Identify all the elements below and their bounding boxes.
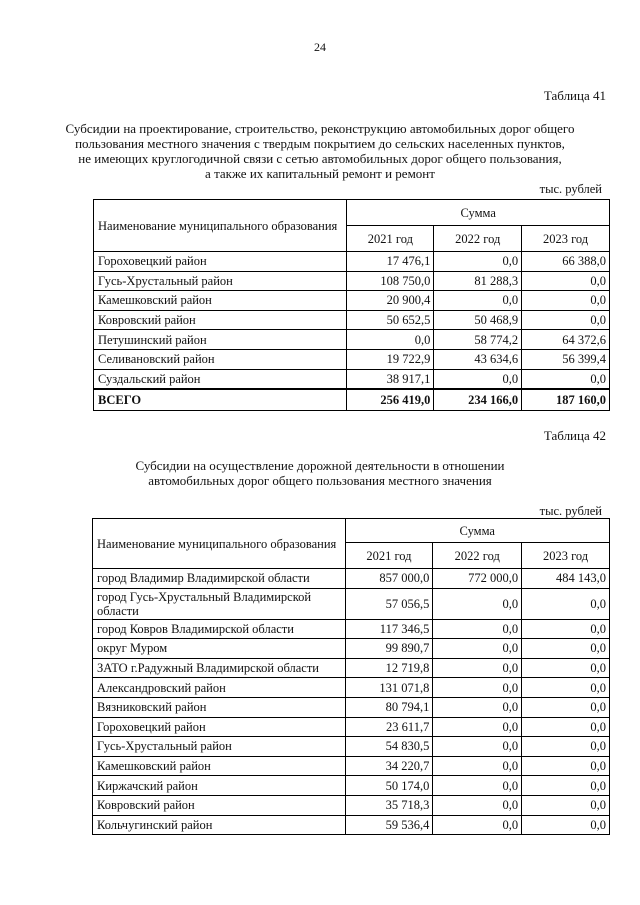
- table-row: [93, 737, 610, 757]
- row-value: 0,0: [347, 330, 434, 350]
- row-value: 43 634,6: [434, 349, 522, 369]
- row-value: 0,0: [522, 310, 610, 330]
- table42-header-name: Наименование муниципального образования: [93, 519, 346, 569]
- table-row: [93, 717, 610, 737]
- table41-title-line: пользования местного значения с твердым покрытием до сельских населенных пунктов,: [75, 136, 565, 151]
- row-value: 64 372,6: [522, 330, 610, 350]
- row-value: 59 536,4: [345, 815, 433, 835]
- table-row: [93, 588, 610, 619]
- row-value: 0,0: [433, 815, 522, 835]
- row-value: 0,0: [522, 639, 610, 659]
- row-value: 35 718,3: [345, 795, 433, 815]
- table42: [92, 518, 610, 835]
- row-value: 0,0: [522, 658, 610, 678]
- table-row: [93, 678, 610, 698]
- row-value: 0,0: [522, 776, 610, 796]
- row-name: город Ковров Владимирской области: [93, 619, 346, 639]
- row-value: 0,0: [522, 717, 610, 737]
- row-name: Ковровский район: [93, 795, 346, 815]
- row-value: 0,0: [522, 737, 610, 757]
- table-row: [94, 271, 610, 291]
- table-row: [93, 619, 610, 639]
- total-label: ВСЕГО: [94, 389, 347, 411]
- table-row: [93, 815, 610, 835]
- row-value: 19 722,9: [347, 349, 434, 369]
- row-value: 50 652,5: [347, 310, 434, 330]
- row-name: Суздальский район: [94, 369, 347, 389]
- table-row: [94, 291, 610, 311]
- table42-label: Таблица 42: [543, 428, 606, 443]
- row-value: 0,0: [522, 271, 610, 291]
- table41-title: [60, 121, 580, 181]
- page-number: 24: [314, 40, 326, 54]
- row-value: 66 388,0: [522, 252, 610, 272]
- row-value: 58 774,2: [434, 330, 522, 350]
- row-value: 0,0: [433, 776, 522, 796]
- row-value: 0,0: [522, 291, 610, 311]
- table42-title-line: Субсидии на осуществление дорожной деятельности в отношении: [135, 458, 505, 473]
- row-name: Александровский район: [93, 678, 346, 698]
- row-value: 484 143,0: [522, 569, 610, 589]
- row-value: 0,0: [522, 619, 610, 639]
- row-value: 0,0: [522, 815, 610, 835]
- row-value: 0,0: [522, 369, 610, 389]
- row-name-line: город Гусь-Хрустальный Владимирской: [97, 589, 312, 604]
- table-row: [94, 369, 610, 389]
- row-value: 0,0: [433, 756, 522, 776]
- row-value: 80 794,1: [345, 697, 433, 717]
- row-value: 857 000,0: [345, 569, 433, 589]
- row-name: [93, 588, 346, 619]
- table41-header-year: 2022 год: [434, 226, 522, 252]
- table42-header-year: 2021 год: [345, 543, 433, 569]
- table42-header-year: 2022 год: [433, 543, 522, 569]
- row-value: 0,0: [433, 795, 522, 815]
- table42-units: тыс. рублей: [539, 504, 602, 518]
- table41-title-line: а также их капитальный ремонт и ремонт: [205, 166, 435, 181]
- table42-header-sum: Сумма: [345, 519, 610, 543]
- total-value: 187 160,0: [522, 389, 610, 411]
- table42-header-year: 2023 год: [522, 543, 610, 569]
- row-value: 0,0: [433, 717, 522, 737]
- row-value: 0,0: [522, 588, 610, 619]
- row-name: Кольчугинский район: [93, 815, 346, 835]
- row-value: 772 000,0: [433, 569, 522, 589]
- table-row: [93, 756, 610, 776]
- row-value: 0,0: [522, 756, 610, 776]
- row-value: 12 719,8: [345, 658, 433, 678]
- row-name: округ Муром: [93, 639, 346, 659]
- row-value: 0,0: [434, 252, 522, 272]
- row-value: 81 288,3: [434, 271, 522, 291]
- table-row: [93, 569, 610, 589]
- table42-title-line: автомобильных дорог общего пользования местного значения: [148, 473, 492, 488]
- table-row: [94, 252, 610, 272]
- row-value: 117 346,5: [345, 619, 433, 639]
- row-name: Камешковский район: [94, 291, 347, 311]
- table41: [93, 199, 610, 411]
- row-value: 0,0: [433, 658, 522, 678]
- table-row: [93, 658, 610, 678]
- table41-title-line: Субсидии на проектирование, строительство, реконструкцию автомобильных дорог общего: [65, 121, 575, 136]
- total-value: 234 166,0: [434, 389, 522, 411]
- table-row: [93, 795, 610, 815]
- table41-units: тыс. рублей: [539, 182, 602, 196]
- row-value: 0,0: [522, 678, 610, 698]
- row-name-line: области: [97, 603, 139, 618]
- row-name: Гусь-Хрустальный район: [94, 271, 347, 291]
- row-value: 20 900,4: [347, 291, 434, 311]
- row-value: 0,0: [522, 795, 610, 815]
- table-row: [93, 639, 610, 659]
- row-value: 0,0: [433, 678, 522, 698]
- row-value: 99 890,7: [345, 639, 433, 659]
- row-value: 0,0: [522, 697, 610, 717]
- row-name: Гусь-Хрустальный район: [93, 737, 346, 757]
- row-value: 108 750,0: [347, 271, 434, 291]
- row-name: ЗАТО г.Радужный Владимирской области: [93, 658, 346, 678]
- row-value: 54 830,5: [345, 737, 433, 757]
- row-value: 23 611,7: [345, 717, 433, 737]
- row-name: Киржачский район: [93, 776, 346, 796]
- row-value: 56 399,4: [522, 349, 610, 369]
- row-name: Ковровский район: [94, 310, 347, 330]
- row-value: 17 476,1: [347, 252, 434, 272]
- table-row: [93, 776, 610, 796]
- row-value: 0,0: [434, 369, 522, 389]
- table41-title-line: не имеющих круглогодичной связи с сетью автомобильных дорог общего пользования,: [78, 151, 562, 166]
- table41-header-year: 2021 год: [347, 226, 434, 252]
- table41-label: Таблица 41: [543, 88, 606, 103]
- table-row: [94, 310, 610, 330]
- table41-header-year: 2023 год: [522, 226, 610, 252]
- row-name: Гороховецкий район: [93, 717, 346, 737]
- table42-title: [60, 458, 580, 488]
- row-name: город Владимир Владимирской области: [93, 569, 346, 589]
- row-name: Петушинский район: [94, 330, 347, 350]
- table-row: [93, 697, 610, 717]
- row-name: Вязниковский район: [93, 697, 346, 717]
- row-value: 0,0: [433, 619, 522, 639]
- row-value: 131 071,8: [345, 678, 433, 698]
- row-name: Селивановский район: [94, 349, 347, 369]
- total-row: [94, 389, 610, 411]
- table-row: [94, 349, 610, 369]
- table-row: [94, 330, 610, 350]
- row-value: 0,0: [433, 737, 522, 757]
- row-value: 0,0: [433, 588, 522, 619]
- total-value: 256 419,0: [347, 389, 434, 411]
- row-value: 34 220,7: [345, 756, 433, 776]
- row-value: 50 174,0: [345, 776, 433, 796]
- row-name: Камешковский район: [93, 756, 346, 776]
- table41-header-name: Наименование муниципального образования: [94, 200, 347, 252]
- row-value: 57 056,5: [345, 588, 433, 619]
- row-name: Гороховецкий район: [94, 252, 347, 272]
- row-value: 0,0: [433, 697, 522, 717]
- row-value: 50 468,9: [434, 310, 522, 330]
- row-value: 0,0: [433, 639, 522, 659]
- row-value: 38 917,1: [347, 369, 434, 389]
- table41-header-sum: Сумма: [347, 200, 610, 226]
- row-value: 0,0: [434, 291, 522, 311]
